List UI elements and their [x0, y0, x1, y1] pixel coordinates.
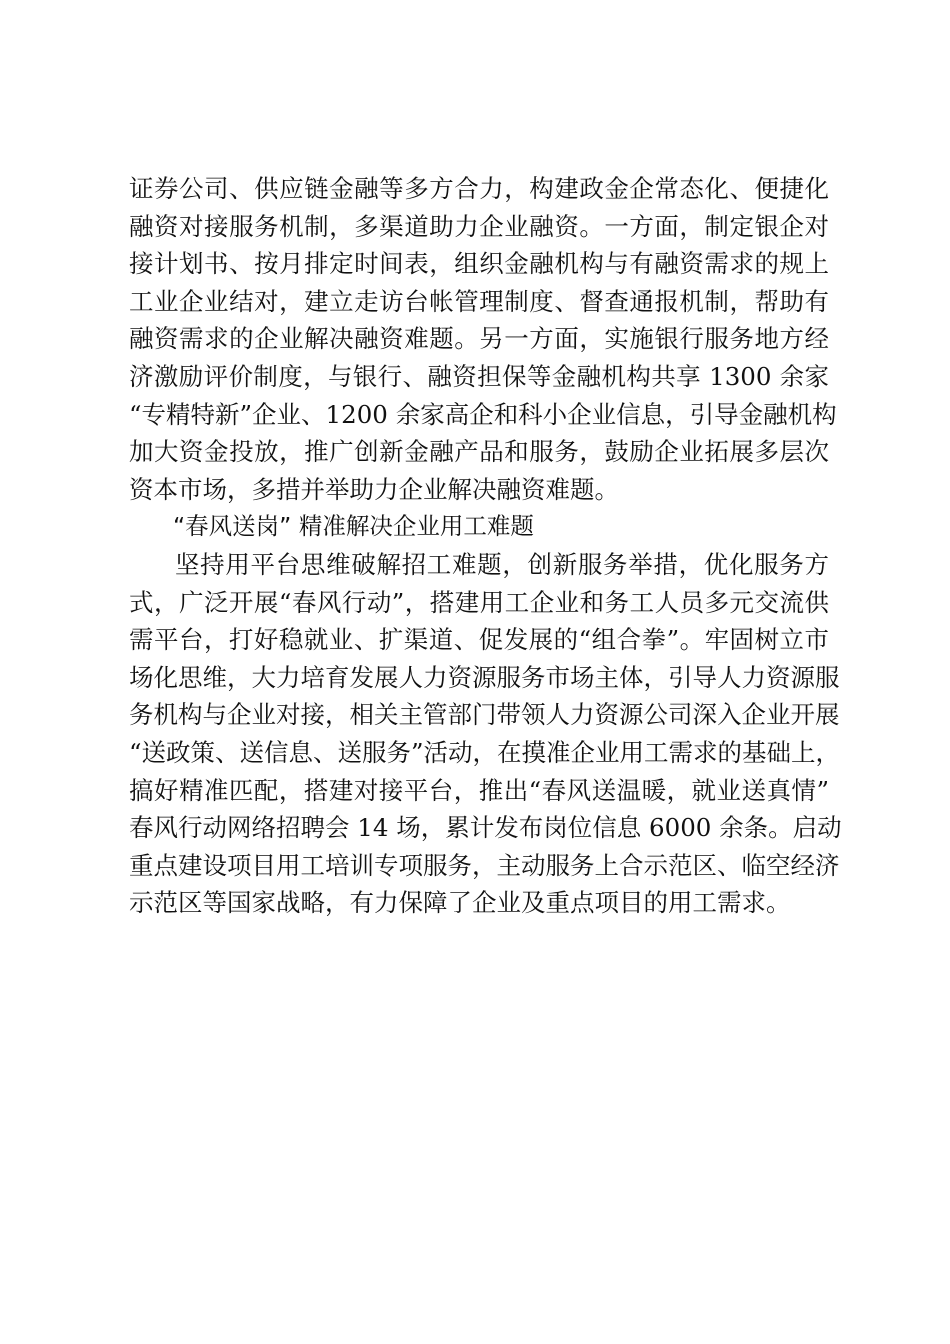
- paragraph-1-line: 济激励评价制度，与银行、融资担保等金融机构共享 1300 余家: [129, 361, 829, 391]
- paragraph-2-line: 需平台，打好稳就业、扩渠道、促发展的“组合拳”。牢固树立市: [129, 625, 829, 655]
- paragraph-2-last-line: 示范区等国家战略，有力保障了企业及重点项目的用工需求。: [129, 888, 791, 918]
- paragraph-2-line: 春风行动网络招聘会 14 场，累计发布岗位信息 6000 余条。启动: [129, 813, 842, 843]
- paragraph-1-line: 接计划书、按月排定时间表，组织金融机构与有融资需求的规上: [129, 249, 829, 279]
- paragraph-2-first-line: 坚持用平台思维破解招工难题，创新服务举措，优化服务方: [175, 549, 829, 579]
- paragraph-2-line: 场化思维，大力培育发展人力资源服务市场主体，引导人力资源服: [129, 662, 840, 692]
- paragraph-2-line: 重点建设项目用工培训专项服务，主动服务上合示范区、临空经济: [129, 850, 840, 880]
- paragraph-1-line: “专精特新”企业、1200 余家高企和科小企业信息，引导金融机构: [129, 399, 837, 429]
- document-body: [129, 170, 842, 922]
- paragraph-1-line: 证券公司、供应链金融等多方合力，构建政金企常态化、便捷化: [129, 174, 829, 203]
- paragraph-1-line: 加大资金投放，推广创新金融产品和服务，鼓励企业拓展多层次: [129, 437, 829, 467]
- paragraph-1-line: 工业企业结对，建立走访台帐管理制度、督查通报机制，帮助有: [129, 286, 829, 316]
- paragraph-1-line: 融资对接服务机制，多渠道助力企业融资。一方面，制定银企对: [129, 211, 829, 241]
- paragraph-2-line: 搞好精准匹配，搭建对接平台，推出“春风送温暖，就业送真情”: [129, 775, 829, 805]
- paragraph-2-line: 务机构与企业对接，相关主管部门带领人力资源公司深入企业开展: [129, 700, 840, 730]
- paragraph-2-line: 式，广泛开展“春风行动”，搭建用工企业和务工人员多元交流供: [129, 587, 829, 617]
- paragraph-1-last-line: 资本市场，多措并举助力企业解决融资难题。: [129, 474, 619, 504]
- paragraph-1-line: 融资需求的企业解决融资难题。另一方面，实施银行服务地方经: [129, 324, 829, 354]
- paragraph-2-line: “送政策、送信息、送服务”活动，在摸准企业用工需求的基础上，: [129, 737, 841, 767]
- section-heading: “春风送岗” 精准解决企业用工难题: [173, 512, 534, 541]
